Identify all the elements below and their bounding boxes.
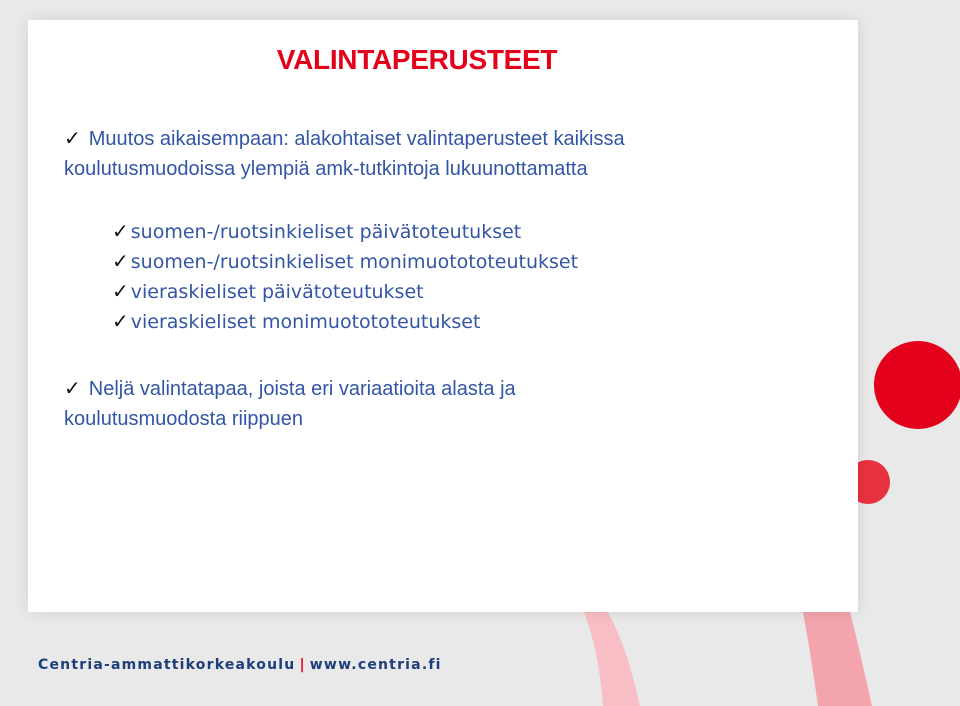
check-icon: ✓ (112, 279, 129, 303)
bullet-1-line-2: koulutusmuodoissa ylempiä amk-tutkintoja lukuunottamatta (64, 158, 588, 180)
subpoint-item (112, 216, 832, 246)
subpoint-text: vieraskieliset päivätoteutukset (130, 281, 424, 303)
subpoint-text: suomen-/ruotsinkieliset päivätoteutukset (130, 221, 522, 243)
check-icon: ✓ (64, 378, 81, 400)
slide-card (28, 20, 858, 612)
subpoint-item (112, 276, 832, 306)
footer (38, 657, 442, 673)
check-icon: ✓ (112, 219, 129, 243)
bullet-point-1 (64, 124, 764, 184)
footer-url[interactable]: www.centria.fi (309, 657, 442, 673)
footer-separator: | (299, 657, 306, 673)
check-icon: ✓ (112, 309, 129, 333)
check-icon: ✓ (112, 249, 129, 273)
subpoint-list (112, 216, 832, 336)
subpoint-item (112, 246, 832, 276)
subpoint-text: suomen-/ruotsinkieliset monimuotototeutukset (130, 251, 579, 273)
bullet-2-line-1: Neljä valintatapaa, joista eri variaatioita alasta ja (88, 378, 516, 400)
bullet-2-line-2: koulutusmuodosta riippuen (64, 408, 304, 430)
bullet-1-line-1: Muutos aikaisempaan: alakohtaiset valintaperusteet kaikissa (88, 128, 625, 150)
subpoint-item (112, 306, 832, 336)
bullet-point-2 (64, 374, 764, 434)
footer-org-name: Centria-ammattikorkeakoulu (38, 657, 296, 673)
logo-dot-large (874, 341, 960, 429)
slide-title: VALINTAPERUSTEET (276, 44, 558, 75)
subpoint-text: vieraskieliset monimuotototeutukset (130, 311, 481, 333)
check-icon: ✓ (64, 128, 81, 150)
